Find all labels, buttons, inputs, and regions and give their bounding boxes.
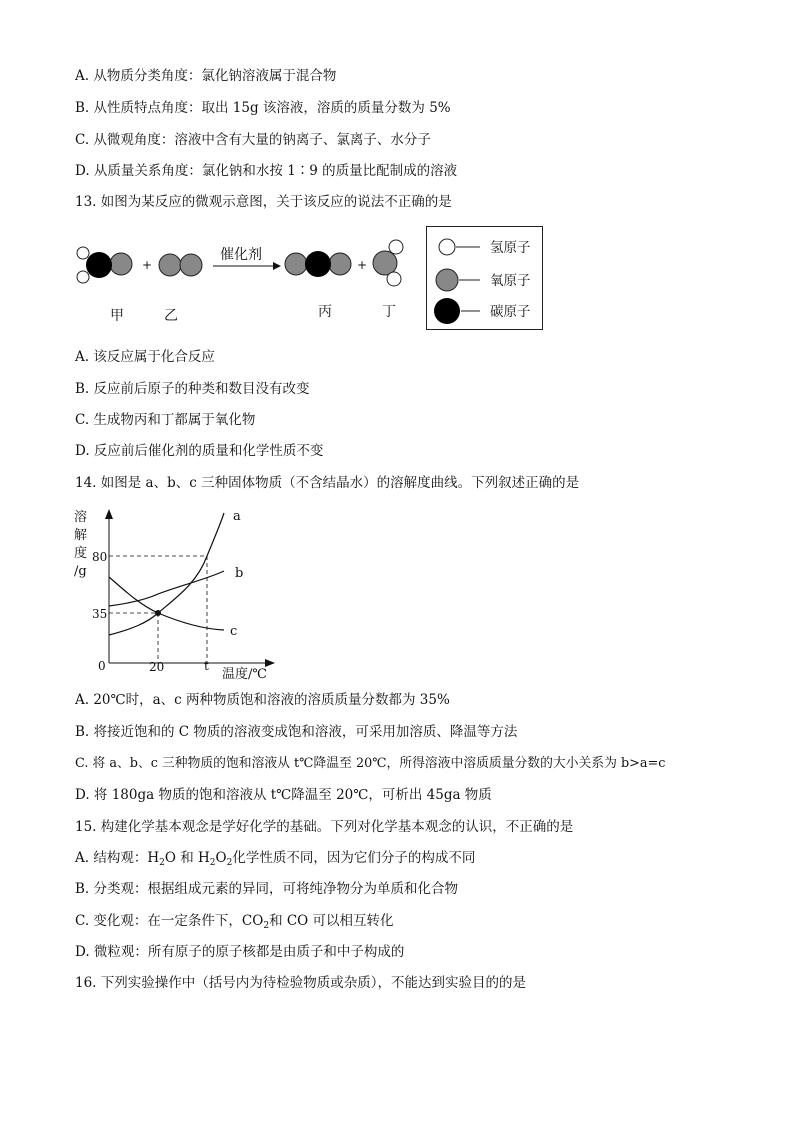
q14-option-b: B. 将接近饱和的 C 物质的溶液变成饱和溶液，可采用加溶质、降温等方法 [75, 724, 518, 740]
molecule-ding [373, 240, 403, 286]
ylabel-char-3: 度 [74, 546, 88, 561]
ytick-80: 80 [92, 550, 108, 564]
q13-option-c: C. 生成物丙和丁都属于氧化物 [75, 412, 256, 428]
q14-option-c: C. 将 a、b、c 三种物质的饱和溶液从 t℃降温至 20℃，所得溶液中溶质质量分数的大小关系为 b>a=c [75, 756, 666, 771]
solubility-chart [62, 505, 292, 685]
q15-option-a: A. 结构观：$H_2O$ 和 $H_2O_2$化学性质不同，因为它们分子的构成不同 [75, 850, 476, 868]
q12-option-a: A. 从物质分类角度：氯化钠溶液属于混合物 [75, 68, 337, 84]
curve-label-a: a [233, 509, 241, 524]
q13-option-a: A. 该反应属于化合反应 [75, 349, 215, 365]
label-bing: 丙 [318, 304, 332, 320]
molecule-bing [285, 251, 351, 277]
plus-2: + [357, 258, 368, 272]
curve-label-b: b [235, 566, 244, 581]
legend-hydrogen [439, 239, 531, 256]
molecule-jia [77, 247, 132, 283]
label-ding: 丁 [382, 304, 396, 320]
q15-option-d: D. 微粒观：所有原子的原子核都是由质子和中子构成的 [75, 944, 405, 960]
legend-oxygen [436, 269, 531, 291]
ytick-35: 35 [92, 607, 108, 621]
legend-hydrogen-label: 氢原子 [490, 240, 531, 256]
label-yi: 乙 [164, 308, 178, 324]
origin-label: 0 [98, 659, 106, 673]
molecule-yi [159, 254, 202, 276]
q13-option-d: D. 反应前后催化剂的质量和化学性质不变 [75, 443, 324, 459]
catalyst-label: 催化剂 [220, 247, 262, 263]
xtick-t: t [204, 659, 209, 673]
q12-option-b: B. 从性质特点角度：取出 15g 该溶液，溶质的质量分数为 5% [75, 100, 451, 116]
legend-box [426, 226, 543, 330]
q14-option-d: D. 将 180ga 物质的饱和溶液从 t℃降温至 20℃，可析出 45ga 物质 [75, 787, 492, 803]
intersection-point [155, 610, 161, 616]
legend-oxygen-label: 氧原子 [490, 273, 531, 289]
curve-label-c: c [230, 624, 238, 639]
q13-stem: 13. 如图为某反应的微观示意图，关于该反应的说法不正确的是 [75, 194, 452, 210]
legend-carbon-label: 碳原子 [490, 304, 531, 320]
q12-option-d: D. 从质量关系角度：氯化钠和水按 1∶9 的质量比配制成的溶液 [75, 163, 458, 179]
q12-option-c: C. 从微观角度：溶液中含有大量的钠离子、氯离子、水分子 [75, 132, 431, 148]
x-axis-arrow [265, 659, 275, 667]
q15-stem: 15. 构建化学基本观念是学好化学的基础。下列对化学基本观念的认识，不正确的是 [75, 819, 574, 835]
ylabel-char-2: 解 [74, 528, 88, 543]
q14-option-a: A. 20℃时，a、c 两种物质饱和溶液的溶质质量分数都为 35% [75, 692, 450, 708]
ylabel-char-1: 溶 [74, 510, 88, 525]
label-jia: 甲 [110, 308, 124, 324]
q14-stem: 14. 如图是 a、b、c 三种固体物质（不含结晶水）的溶解度曲线。下列叙述正确的是 [75, 475, 580, 491]
plus-1: + [142, 258, 153, 272]
arrow-head [273, 262, 281, 270]
xlabel: 温度/℃ [222, 667, 267, 682]
y-axis-arrow [105, 509, 113, 519]
q15-option-c: C. 变化观：在一定条件下，$CO_2$和 CO 可以相互转化 [75, 913, 394, 931]
ylabel-char-4: /g [74, 564, 87, 579]
q16-stem: 16. 下列实验操作中（括号内为待检验物质或杂质），不能达到实验目的的是 [75, 975, 527, 991]
q13-option-b: B. 反应前后原子的种类和数目没有改变 [75, 381, 310, 397]
legend-carbon [434, 298, 531, 324]
xtick-20: 20 [149, 660, 165, 674]
q15-option-b: B. 分类观：根据组成元素的异同，可将纯净物分为单质和化合物 [75, 881, 459, 897]
